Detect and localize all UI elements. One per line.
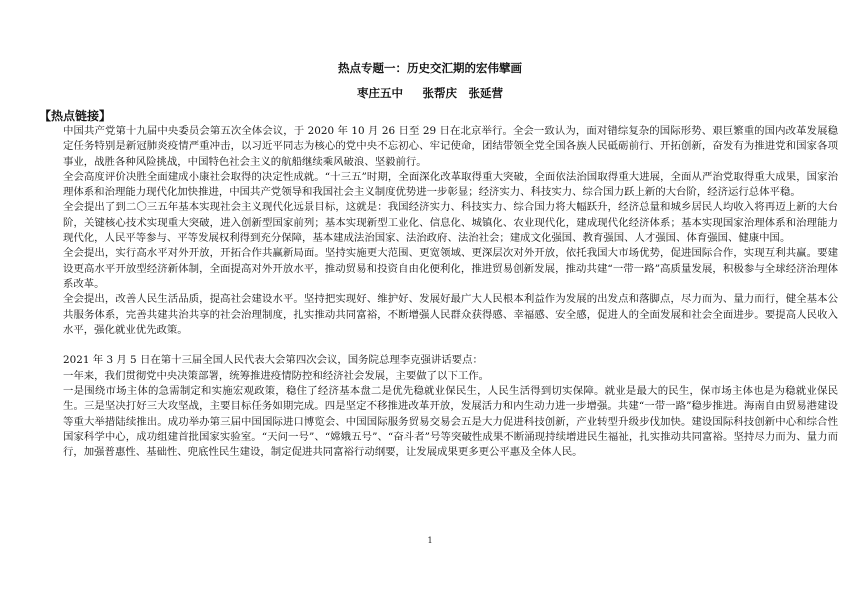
paragraph-work-points: 一是围绕市场主体的急需制定和实施宏观政策，稳住了经济基本盘二是优先稳就业保民生，人民生活得到切实保障。就业是最大的民生，保市场主体也是为稳就业保民生。三是坚决打好三大攻坚战，主要目标任务如期完成。四是坚定不移推进改革开放，发展活力和内生动力进一步增强。共建“一带一路”稳步推进。海南自由贸易港建设等重大举措陆续推出。成功举办第三届中国国际进口博览会、中国国际服务贸易交易会五是大力促进科技创新，产业转型升级步伐加快。建设国际科技创新中心和综合性国家科学中心，成功组建首批国家实验室。“天问一号”、“嫦娥五号”、“奋斗者”号等突破性成果不断涌现持续增进民生福祉，扎实推动共同富裕。坚持尽力而为、量力而行，加强普惠性、基础性、兜底性民生建设，制定促进共同富裕行动纲要，让发展成果更多更公平惠及全体人民。 [63,385,838,459]
paragraph-year-review: 一年来，我们贯彻党中央决策部署，统筹推进疫情防控和经济社会发展，主要做了以下工作。 [63,369,490,382]
document-authors: 枣庄五中 张帮庆 张延营 [356,86,503,100]
paragraph-13th-five-year: 全会高度评价决胜全面建成小康社会取得的决定性成就。“十三五”时期，全面深化改革取得重大突破，全面依法治国取得重大进展，全面从严治党取得重大成果，国家治理体系和治理能力现代化加快推进，中国共产党领导和我国社会主义制度优势进一步彰显；经济实力、科技实力、综合国力跃上新的大台阶，经济运行总体平稳。 [63,170,838,199]
paragraph-2035-goals: 全会提出了到二〇三五年基本实现社会主义现代化远景目标，这就是：我国经济实力、科技实力、综合国力将大幅跃升，经济总量和城乡居民人均收入将再迈上新的大台阶，关键核心技术实现重大突破，进入创新型国家前列；基本实现新型工业化、信息化、城镇化、农业现代化，建成现代化经济体系；基本实现国家治理体系和治理能力现代化，人民平等参与、平等发展权利得到充分保障，基本建成法治国家、法治政府、法治社会；建成文化强国、教育强国、人才强国、体育强国、健康中国。 [63,201,838,245]
paragraph-npc-session: 2021 年 3 月 5 日在第十三届全国人民代表大会第四次会议，国务院总理李克强讲话要点： [63,354,483,367]
document-body [63,124,838,461]
paragraph-living-quality: 全会提出，改善人民生活品质，提高社会建设水平。坚持把实现好、维护好、发展好最广大人民根本利益作为发展的出发点和落脚点，尽力而为、量力而行，健全基本公共服务体系，完善共建共治共享的社会治理制度，扎实推动共同富裕，不断增强人民群众获得感、幸福感、安全感，促进人的全面发展和社会全面进步。要提高人民收入水平，强化就业优先政策。 [63,293,838,336]
page-number: 1 [427,536,433,545]
paragraph-opening-up: 全会提出，实行高水平对外开放，开拓合作共赢新局面。坚持实施更大范围、更宽领域、更深层次对外开放，依托我国大市场优势，促进国际合作，实现互利共赢。要建设更高水平开放型经济新体制，全面提高对外开放水平，推动贸易和投资自由化便利化，推进贸易创新发展，推动共建“一带一路”高质量发展，积极参与全球经济治理体系改革。 [63,247,838,290]
document-title: 热点专题一：历史交汇期的宏伟擘画 [338,61,522,75]
blank-line [63,338,838,353]
paragraph-plenum-intro: 中国共产党第十九届中央委员会第五次全体会议，于 2020 年 10 月 26 日至 29 日在北京举行。全会一致认为，面对错综复杂的国际形势、艰巨繁重的国内改革发展稳定任务特别是新冠肺炎疫情严重冲击，以习近平同志为核心的党中央不忘初心、牢记使命，团结带领全党全国各族人民砥砺前行、开拓创新，奋发有为推进党和国家各项事业，战胜各种风险挑战，中国特色社会主义的航船继续乘风破浪、坚毅前行。 [63,125,838,168]
section-heading: 【热点链接】 [39,109,112,123]
